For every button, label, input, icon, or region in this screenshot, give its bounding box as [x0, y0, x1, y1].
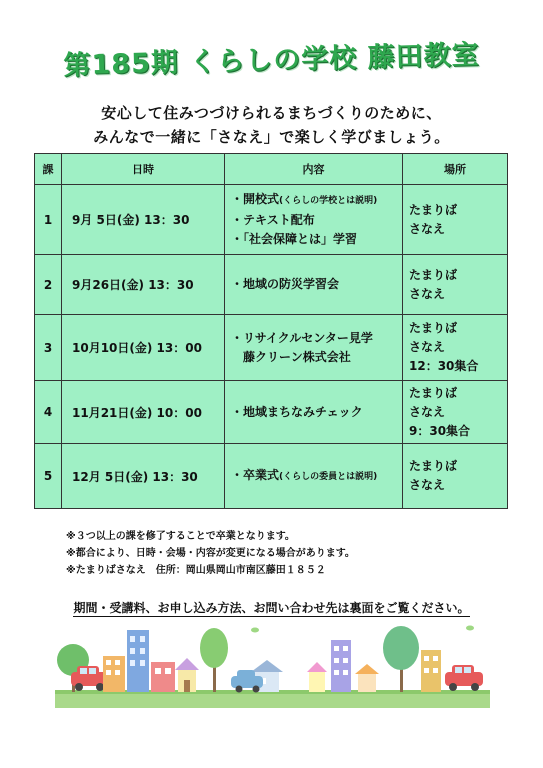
notes	[66, 528, 355, 579]
table-row	[35, 444, 508, 509]
lesson-datetime: 12月 5日(金) 13：30	[62, 444, 225, 509]
building-icon	[331, 640, 351, 692]
lesson-datetime: 9月 5日(金) 13：30	[62, 185, 225, 255]
lesson-number: 5	[35, 444, 62, 509]
lesson-datetime: 11月21日(金) 10：00	[62, 381, 225, 444]
lesson-place: たまりば さなえ	[403, 185, 508, 255]
table-row	[35, 185, 508, 255]
lesson-datetime: 9月26日(金) 13：30	[62, 255, 225, 315]
lesson-content	[225, 255, 403, 315]
note-line: ※都合により、日時・会場・内容が変更になる場合があります。	[66, 548, 355, 559]
town-illustration	[55, 620, 490, 708]
note-line: ※３つ以上の課を修了することで卒業となります。	[66, 531, 295, 542]
house-icon	[307, 662, 327, 692]
building-icon	[127, 630, 149, 692]
car-icon	[445, 665, 483, 691]
lesson-datetime: 10月10日(金) 13：00	[62, 315, 225, 381]
header-place: 場所	[403, 154, 508, 185]
table-row	[35, 255, 508, 315]
content-line: ・テキスト配布	[231, 213, 315, 227]
lesson-content	[225, 444, 403, 509]
lesson-number: 3	[35, 315, 62, 381]
lesson-place: たまりば さなえ	[403, 255, 508, 315]
page-title: 第185期 くらしの学校 藤田教室	[63, 39, 480, 82]
lesson-content	[225, 185, 403, 255]
lesson-content	[225, 315, 403, 381]
content-line: ・「社会保障とは」学習	[231, 232, 358, 246]
tree-icon	[200, 628, 228, 668]
leaf-icon	[251, 628, 259, 633]
lesson-content	[225, 381, 403, 444]
header-datetime: 日時	[62, 154, 225, 185]
content-line: 藤クリーン株式会社	[231, 349, 351, 364]
grass-strip	[55, 692, 490, 708]
lesson-place: たまりば さなえ 9：30集合	[403, 381, 508, 444]
content-line: ・地域まちなみチェック	[231, 404, 363, 419]
note-line: ※たまりばさなえ 住所：岡山県岡山市南区藤田１８５２	[66, 565, 326, 576]
lesson-number: 4	[35, 381, 62, 444]
leaf-icon	[466, 626, 474, 631]
building-icon	[151, 662, 175, 692]
tree-icon	[383, 626, 419, 670]
content-line: ・卒業式(くらしの委員とは説明)	[231, 467, 378, 482]
schedule-table	[34, 153, 508, 509]
table-header-row	[35, 154, 508, 185]
building-icon	[103, 656, 125, 692]
table-row	[35, 381, 508, 444]
lesson-place: たまりば さなえ 12：30集合	[403, 315, 508, 381]
lesson-number: 2	[35, 255, 62, 315]
lesson-number: 1	[35, 185, 62, 255]
house-icon	[355, 664, 379, 692]
table-row	[35, 315, 508, 381]
header-content: 内容	[225, 154, 403, 185]
content-line: ・地域の防災学習会	[231, 277, 340, 291]
building-icon	[421, 650, 441, 692]
header-lesson: 課	[35, 154, 62, 185]
lesson-place: たまりば さなえ	[403, 444, 508, 509]
content-line: ・リサイクルセンター見学	[231, 330, 373, 345]
footer-notice: 期間・受講料、お申し込み方法、お問い合わせ先は裏面をご覧ください。	[73, 601, 470, 615]
content-line: ・開校式(くらしの学校とは説明)	[231, 192, 378, 206]
subtitle-line-1: 安心して住みつづけられるまちづくりのために、	[101, 104, 442, 122]
house-icon	[175, 658, 199, 692]
subtitle-line-2: みんなで一緒に「さなえ」で楽しく学びましょう。	[93, 128, 450, 146]
